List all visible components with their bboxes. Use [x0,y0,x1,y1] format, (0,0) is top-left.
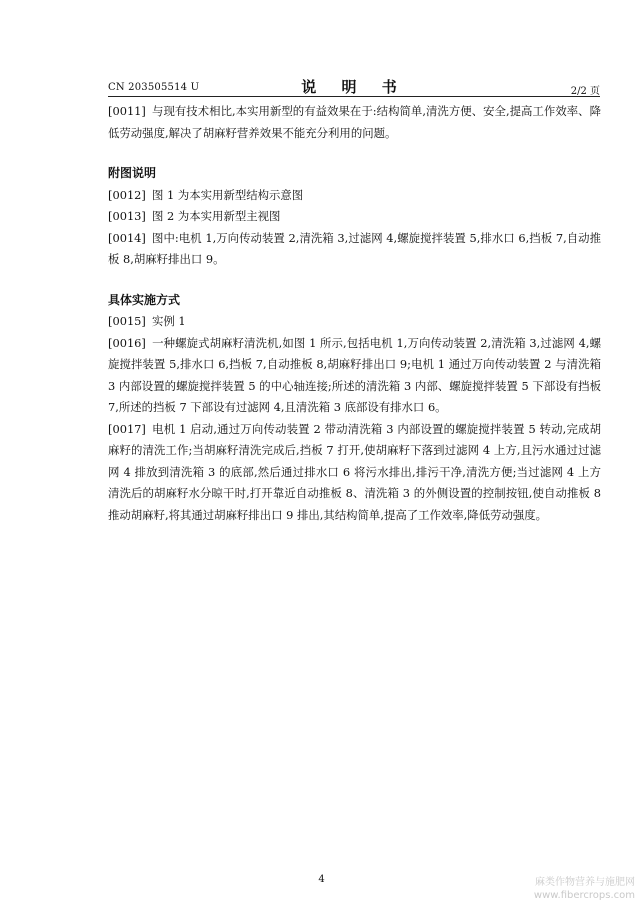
doc-number: CN 203505514 U [108,82,200,93]
section-heading-drawings: 附图说明 [108,166,157,180]
paragraph-text: 图 2 为本实用新型主视图 [152,209,281,223]
paragraph-number: [0013] [108,209,146,223]
paragraph-0011 [108,101,601,144]
watermark [534,876,635,902]
paragraph-number: [0017] [108,421,146,436]
paragraph-text: 图 1 为本实用新型结构示意图 [152,187,304,202]
doc-title: 说 明 书 [301,78,407,96]
watermark-title: 麻类作物营养与施肥网 [535,877,635,888]
paragraph-0015 [108,311,601,333]
header-rule [108,96,600,97]
paragraph-0016 [108,333,601,419]
paragraph-text: 电机 1 启动,通过万向传动装置 2 带动清洗箱 3 内部设置的螺旋搅拌装置 5 转动,完成胡麻籽的清洗工作;当胡麻籽清洗完成后,挡板 7 打开,使胡麻籽下落到过滤网 4 上方,且污水通过过滤网 4 排放到清洗箱 3 的底部,然后通过排水口 6 将污水排出,排污干净,清洗方便;当过滤网 4 上方清洗后的胡麻籽水分晾干时,打开靠近自动推板 8、清洗箱 3 的外侧设置的控制按钮,使自动推板 8 推动胡麻籽,将其通过胡麻籽排出口 9 排出,其结构简单,提高了工作效率,降低劳动强度。 [108,421,601,522]
paragraph-number: [0014] [108,230,146,245]
paragraph-text: 图中:电机 1,万向传动装置 2,清洗箱 3,过滤网 4,螺旋搅拌装置 5,排水口 6,挡板 7,自动推板 8,胡麻籽排出口 9。 [108,230,601,266]
paragraph-text: 与现有技术相比,本实用新型的有益效果在于:结构简单,清洗方便、安全,提高工作效率、降低劳动强度,解决了胡麻籽营养效果不能充分利用的问题。 [108,104,601,140]
paragraph-text: 实例 1 [152,314,186,328]
paragraph-0017 [108,419,601,527]
paragraph-0012 [108,185,601,207]
paragraph-number: [0011] [108,104,146,118]
page-header [108,74,600,96]
page-number: 4 [318,874,325,885]
paragraph-number: [0016] [108,335,146,350]
page-body [108,101,601,526]
section-heading-embodiment: 具体实施方式 [108,292,181,307]
paragraph-0013 [108,206,601,228]
paragraph-number: [0012] [108,187,146,202]
paragraph-0014 [108,228,601,271]
page-indicator: 2/2 页 [570,86,600,97]
watermark-url: www.fibercrops.com [533,890,635,901]
paragraph-number: [0015] [108,314,146,328]
paragraph-text: 一种螺旋式胡麻籽清洗机,如图 1 所示,包括电机 1,万向传动装置 2,清洗箱 3,过滤网 4,螺旋搅拌装置 5,排水口 6,挡板 7,自动推板 8,胡麻籽排出口 9;电机 1 通过万向传动装置 2 与清洗箱 3 内部设置的螺旋搅拌装置 5 的中心轴连接;所述的清洗箱 3 内部、螺旋搅拌装置 5 下部设有挡板 7,所述的挡板 7 下部设有过滤网 4,且清洗箱 3 底部设有排水口 6。 [108,335,601,414]
